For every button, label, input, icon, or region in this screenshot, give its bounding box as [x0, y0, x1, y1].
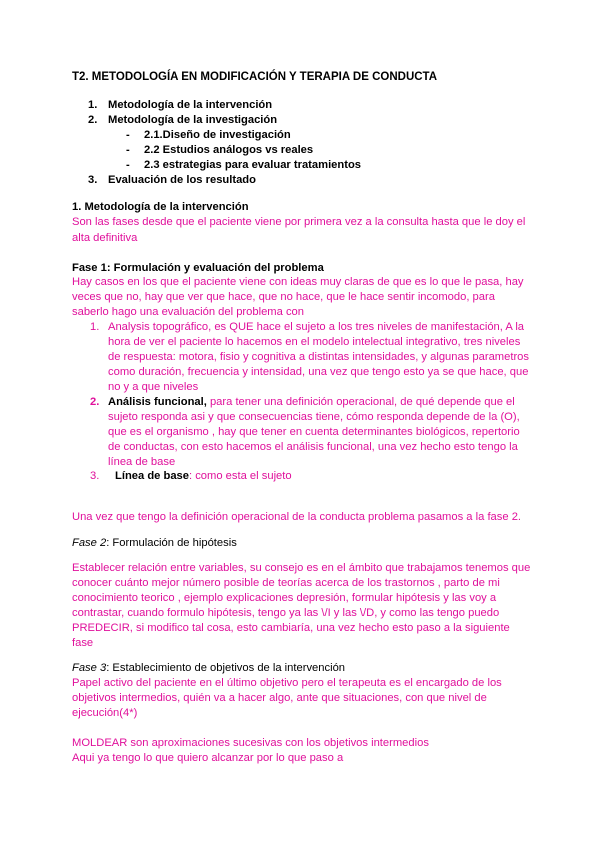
- list-item-line: Analysis topográfico, es QUE hace el sujeto a los tres niveles de manifestación, A la: [108, 321, 525, 333]
- paragraph-line: PREDECIR, si modifico tal cosa, esto cambiaría, una vez hecho esto paso a la siguiente: [72, 622, 510, 634]
- list-item-line: que es el organismo , hay que tener en cuenta determinantes biológicos, repertorio: [108, 426, 520, 438]
- fase2-heading: [72, 536, 237, 551]
- list-item-line: línea de base: [108, 456, 176, 468]
- fase2-heading-text: : Formulación de hipótesis: [106, 537, 237, 549]
- fase2-label: Fase 2: [72, 537, 107, 549]
- list-item-line: de respuesta: motora, fisio y cognitiva a distintas intensidades, y algunas parametros: [108, 351, 530, 363]
- paragraph-line: ejecución(4*): [72, 707, 138, 719]
- toc-item: Metodología de la intervención: [108, 99, 273, 111]
- analisis-funcional-term: Análisis funcional,: [108, 396, 207, 408]
- toc-number: 1.: [88, 99, 98, 111]
- toc-dash: -: [126, 159, 130, 171]
- document-title: T2. METODOLOGÍA EN MODIFICACIÓN Y TERAPIA DE CONDUCTA: [72, 71, 438, 83]
- paragraph-line: Son las fases desde que el paciente viene por primera vez a la consulta hasta que le doy el: [72, 216, 526, 228]
- paragraph-line: conocimiento teorico , ejemplo explicaciones depresión, formular hipótesis y las voy a: [72, 592, 497, 604]
- paragraph-line: conocer cuánto mejor número posible de teorías acerca de los trastornos , parto de mi: [72, 577, 500, 589]
- paragraph-line: Papel activo del paciente en el último objetivo pero el terapeuta es el encargado de los: [72, 677, 502, 689]
- list-item-line: [108, 395, 515, 410]
- list-item-line: de conductas, con esto hacemos el análisis funcional, una vez hecho esto tengo la: [108, 441, 518, 453]
- fase1-heading: Fase 1: Formulación y evaluación del problema: [72, 262, 324, 274]
- fase3-heading-text: : Establecimiento de objetivos de la intervención: [106, 662, 346, 674]
- paragraph-line: alta definitiva: [72, 232, 138, 244]
- list-number: 1.: [90, 321, 100, 333]
- toc-dash: -: [126, 144, 130, 156]
- toc-number: 2.: [88, 114, 98, 126]
- paragraph-line: fase: [72, 637, 94, 649]
- paragraph-line: Aqui ya tengo lo que quiero alcanzar por lo que paso a: [72, 752, 344, 764]
- paragraph-line: MOLDEAR son aproximaciones sucesivas con los objetivos intermedios: [72, 737, 429, 749]
- list-item-line: sujeto responda asi y que consecuencias tiene, cómo responda depende de la (O),: [108, 411, 520, 423]
- paragraph-line: objetivos intermedios, quién va a hacer algo, ante que situaciones, con que nivel de: [72, 692, 487, 704]
- paragraph-line: Establecer relación entre variables, su consejo es en el ámbito que trabajamos tenemos que: [72, 562, 531, 574]
- toc-subitem: 2.2 Estudios análogos vs reales: [144, 144, 314, 156]
- list-item-text: : como esta el sujeto: [189, 470, 292, 482]
- fase3-label: Fase 3: [72, 662, 107, 674]
- list-item-line: no y a que niveles: [108, 381, 199, 393]
- list-item-line: [115, 469, 292, 484]
- paragraph-line: Una vez que tengo la definición operacional de la conducta problema pasamos a la fase 2.: [72, 511, 522, 523]
- toc-subitem: 2.1.Diseño de investigación: [144, 129, 291, 141]
- fase3-heading: [72, 661, 345, 676]
- paragraph-line: veces que no, hay que ver que hace, que no hace, que le hace sentir incomodo, para: [72, 291, 495, 303]
- toc-dash: -: [126, 129, 130, 141]
- section-heading: 1. Metodología de la intervención: [72, 201, 249, 213]
- toc-subitem: 2.3 estrategias para evaluar tratamientos: [144, 159, 362, 171]
- linea-de-base-term: Línea de base: [115, 470, 189, 482]
- toc-item: Evaluación de los resultado: [108, 174, 256, 186]
- paragraph-line: Hay casos en los que el paciente viene con ideas muy claras de que es lo que le pasa, hay: [72, 276, 524, 288]
- list-number: 2.: [90, 396, 100, 408]
- paragraph-line: contrastar, cuando formulo hipótesis, tengo ya las \/I y las \/D, y como las tengo puedo: [72, 607, 500, 619]
- list-number: 3.: [90, 470, 100, 482]
- toc-number: 3.: [88, 174, 98, 186]
- list-item-text: para tener una definición operacional, de qué depende que el: [206, 396, 515, 408]
- paragraph-line: saberlo hago una evaluación del problema con: [72, 306, 304, 318]
- list-item-line: como duración, frecuencia y intensidad, una vez que tengo esto ya se que hace, que: [108, 366, 529, 378]
- toc-item: Metodología de la investigación: [108, 114, 278, 126]
- list-item-line: hora de ver el paciente lo hacemos en el modelo intelectual integrativo, tres niveles: [108, 336, 521, 348]
